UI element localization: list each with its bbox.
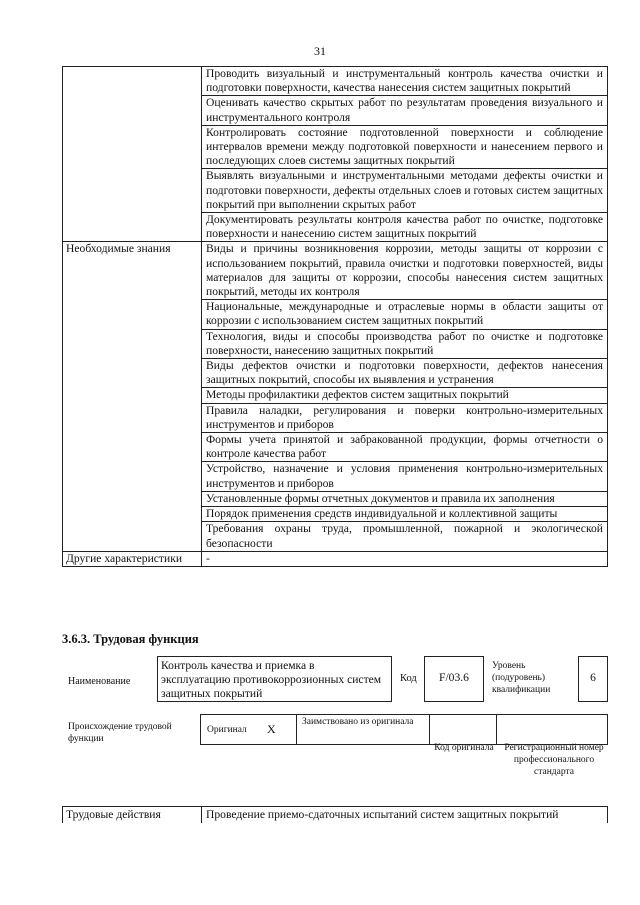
row-label — [63, 67, 202, 242]
actions-value: Проведение приемо-сдаточных испытаний систем защитных покрытий — [206, 808, 559, 821]
row-text: Установленные формы отчетных документов и правила их заполнения — [202, 491, 608, 506]
actions-divider — [201, 806, 202, 823]
row-text: Контролировать состояние подготовленной поверхности и соблюдение интервалов времени между подготовкой поверхности и нанесением первого и последующих слоев системы защитных покрытий — [202, 125, 608, 169]
page-number: 31 — [314, 44, 326, 58]
requirements-table — [62, 66, 608, 567]
original-mark: X — [267, 722, 276, 736]
origin-label: Происхождение трудовой функции — [68, 722, 172, 744]
name-label: Наименование — [68, 676, 131, 687]
reg-number-caption: Регистрационный номер профессионального стандарта — [504, 743, 604, 777]
reg-number-box — [496, 714, 608, 745]
table-row — [63, 67, 608, 96]
row-label: Необходимые знания — [63, 242, 202, 551]
row-text: Формы учета принятой и забракованной продукции, формы отчетности о контроле качества работ — [202, 433, 608, 462]
row-text: Правила наладки, регулирования и поверки контрольно-измерительных инструментов и приборов — [202, 403, 608, 432]
row-label: Другие характеристики — [63, 551, 202, 566]
row-text: Технология, виды и способы производства работ по очистке и подготовке поверхности, нанесению защитных покрытий — [202, 329, 608, 358]
actions-label: Трудовые действия — [66, 808, 161, 821]
row-text: Порядок применения средств индивидуальной и коллективной защиты — [202, 507, 608, 522]
row-text: Требования охраны труда, промышленной, пожарной и экологической безопасности — [202, 522, 608, 551]
level-label: Уровень (подуровень) квалификации — [492, 661, 551, 695]
section-heading: 3.6.3. Трудовая функция — [62, 632, 199, 646]
row-text: Устройство, назначение и условия применения контрольно-измерительных инструментов и приборов — [202, 462, 608, 491]
original-label: Оригинал — [207, 725, 247, 735]
table-row — [63, 551, 608, 566]
row-text: Национальные, международные и отраслевые нормы в области защиты от коррозии с использованием систем защитных покрытий — [202, 300, 608, 329]
row-text: Выявлять визуальными и инструментальными методами дефекты очистки и подготовки поверхности, дефекты отдельных слоев и готовых систем защитных покрытий при выполнении скрытых работ — [202, 169, 608, 213]
code-label: Код — [400, 673, 417, 684]
code-original-box — [429, 714, 497, 745]
row-text: Проводить визуальный и инструментальный контроль качества очистки и подготовки поверхности, качества нанесения систем защитных покрытий — [202, 67, 608, 96]
row-text: Виды и причины возникновения коррозии, методы защиты от коррозии с использованием покрытий, правила очистки и подготовки поверхностей, виды материалов для защиты от коррозии, способы нанесения систем защитных покрытий, методы их контроля — [202, 242, 608, 300]
row-text: Виды дефектов очистки и подготовки поверхности, дефектов нанесения защитных покрытий, способы их выявления и устранения — [202, 359, 608, 388]
row-text: Оценивать качество скрытых работ по результатам проведения визуального и инструментального контроля — [202, 96, 608, 125]
table-row — [63, 242, 608, 300]
row-text: - — [202, 551, 608, 566]
code-original-caption: Код оригинала — [434, 743, 494, 753]
row-text: Методы профилактики дефектов систем защитных покрытий — [202, 388, 608, 403]
code-value: F/03.6 — [439, 671, 469, 684]
name-value: Контроль качества и приемка в эксплуатацию противокоррозионных систем защитных покрытий — [161, 659, 382, 700]
row-text: Документировать результаты контроля качества работ по очистке, подготовке поверхности и нанесению систем защитных покрытий — [202, 213, 608, 242]
borrowed-label: Заимствовано из оригинала — [302, 717, 414, 727]
level-value: 6 — [590, 671, 596, 684]
